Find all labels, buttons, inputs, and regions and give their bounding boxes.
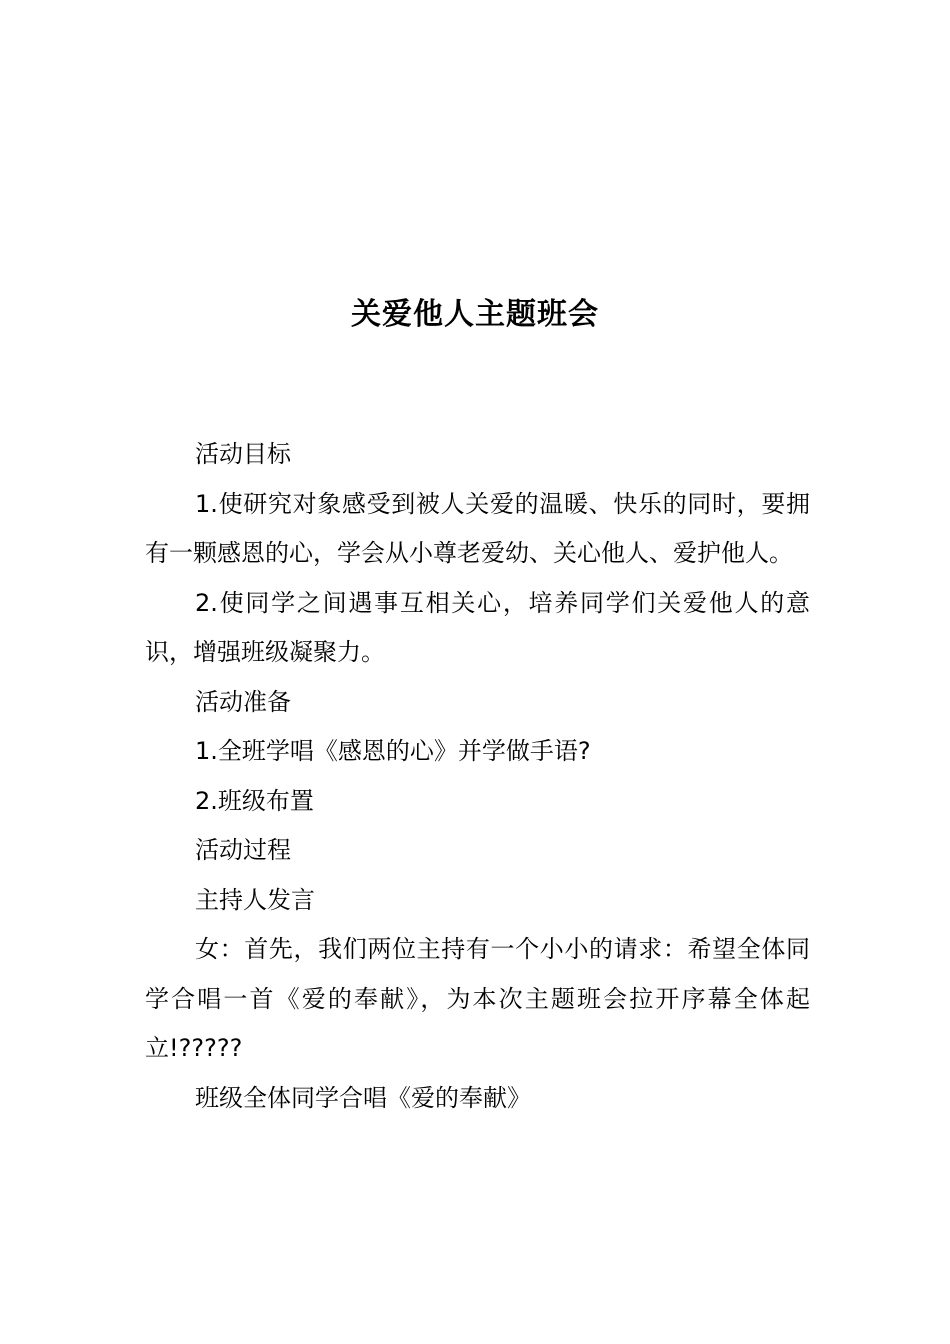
class-chorus-paragraph: 班级全体同学合唱《爱的奉献》 xyxy=(195,1083,531,1112)
section-heading-activity-process: 活动过程 xyxy=(195,836,291,864)
goal-item-2: 2.使同学之间遇事互相关心，培养同学们关爱他人的意识，增强班级凝聚力。 xyxy=(145,588,810,666)
preparation-item-2: 2.班级布置 xyxy=(195,786,314,815)
subheading-host-speech: 主持人发言 xyxy=(195,885,315,914)
section-heading-activity-preparation: 活动准备 xyxy=(195,687,291,716)
document-title: 关爱他人主题班会 xyxy=(351,297,599,332)
document-body xyxy=(145,430,810,1123)
section-heading-activity-goals: 活动目标 xyxy=(195,440,291,468)
preparation-item-1: 1.全班学唱《感恩的心》并学做手语? xyxy=(195,737,591,765)
host-speech-paragraph: 女：首先，我们两位主持有一个小小的请求：希望全体同学合唱一首《爱的奉献》，为本次主题班会拉开序幕全体起立!????? xyxy=(145,935,810,1062)
goal-item-1: 1.使研究对象感受到被人关爱的温暖、快乐的同时，要拥有一颗感恩的心，学会从小尊老爱幼、关心他人、爱护他人。 xyxy=(145,489,810,567)
